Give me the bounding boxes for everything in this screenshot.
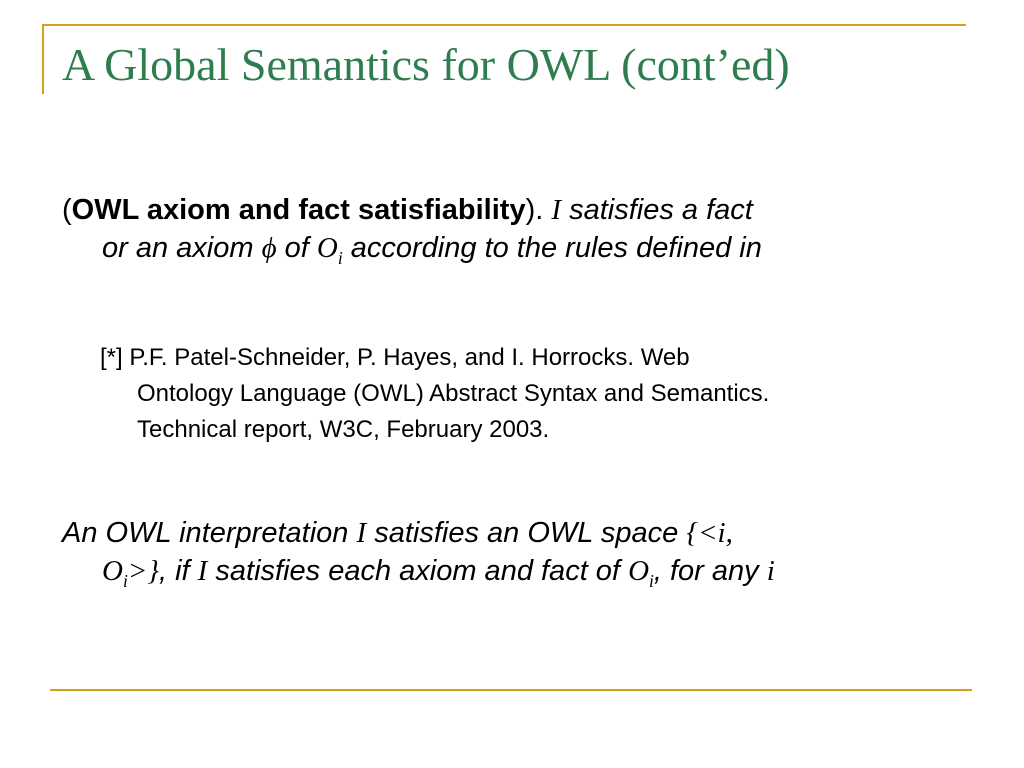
text-for-any: , for any bbox=[653, 555, 759, 587]
slide-title: A Global Semantics for OWL (cont’ed) bbox=[62, 39, 790, 90]
text-if: , if bbox=[158, 555, 190, 587]
open-paren: ( bbox=[62, 194, 72, 226]
text-satisfies-fact: satisfies a fact bbox=[569, 194, 753, 226]
left-rule bbox=[42, 24, 44, 94]
reference-line-1: [*] P.F. Patel-Schneider, P. Hayes, and I. Horrocks. Web bbox=[100, 344, 690, 371]
text-owl-interpretation: An OWL interpretation bbox=[62, 517, 349, 549]
close-paren: ). bbox=[525, 194, 544, 226]
symbol-I: I bbox=[197, 555, 208, 587]
interpretation-line-2 bbox=[62, 552, 972, 600]
text-of: of bbox=[284, 232, 309, 264]
definition-line-2 bbox=[62, 229, 972, 277]
text-according-rules: according to the rules defined in bbox=[350, 232, 762, 264]
text-satisfies-space: satisfies an OWL space bbox=[374, 517, 679, 549]
bottom-rule bbox=[50, 689, 972, 691]
symbol-O-i: $O_i$ bbox=[316, 232, 343, 268]
symbol-O-i: $O_i>$} bbox=[102, 555, 159, 591]
text-satisfies-each: satisfies each axiom and fact of bbox=[215, 555, 620, 587]
definition-paragraph bbox=[62, 191, 972, 277]
symbol-O-i: $O_i$ bbox=[628, 555, 654, 591]
symbol-space-open: {<i, bbox=[686, 517, 733, 549]
symbol-phi: ϕ bbox=[261, 232, 277, 264]
symbol-I: I bbox=[551, 194, 562, 226]
symbol-I: I bbox=[356, 517, 367, 549]
reference-citation bbox=[100, 340, 980, 448]
symbol-i: i bbox=[766, 555, 775, 587]
definition-term: OWL axiom and fact satisfiability bbox=[71, 194, 526, 226]
top-rule bbox=[42, 24, 966, 26]
reference-line-3: Technical report, W3C, February 2003. bbox=[137, 416, 550, 443]
interpretation-paragraph bbox=[62, 514, 972, 600]
text-or-axiom: or an axiom bbox=[102, 232, 254, 264]
reference-line-2: Ontology Language (OWL) Abstract Syntax and Semantics. bbox=[137, 380, 770, 407]
